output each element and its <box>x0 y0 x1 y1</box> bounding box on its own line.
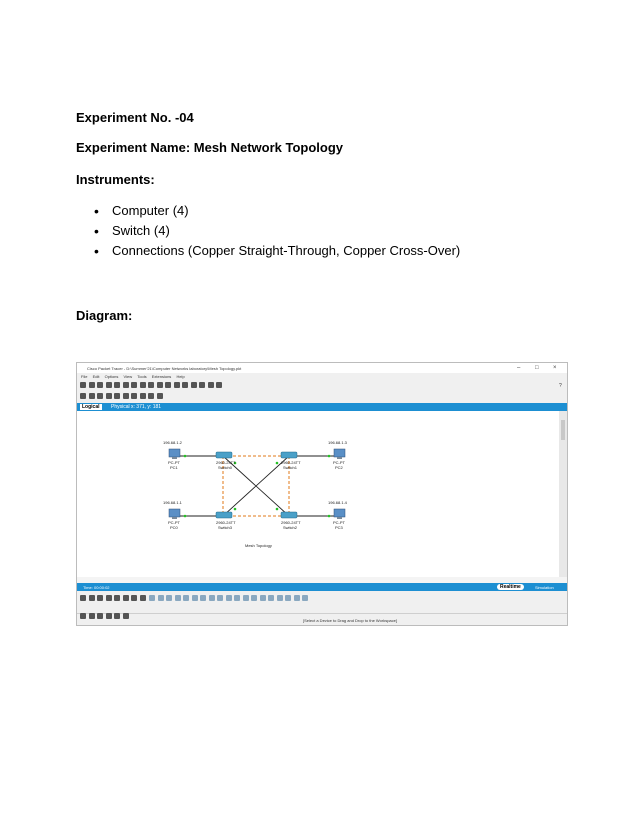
new-file-icon[interactable] <box>80 382 86 388</box>
screenshot-icon[interactable] <box>216 382 222 388</box>
pc3-ip: 196.68.1.4 <box>328 500 347 505</box>
packet-tracer-screenshot <box>76 362 568 626</box>
wireless-icon[interactable] <box>106 595 112 601</box>
switch1-device <box>281 452 301 470</box>
switch-icon[interactable] <box>89 595 95 601</box>
palette-icon[interactable] <box>182 382 188 388</box>
device-model-icon[interactable] <box>166 595 172 601</box>
menu-tools[interactable]: Tools <box>137 374 147 379</box>
help-icon[interactable]: ? <box>559 383 562 389</box>
tools-toolbar <box>80 393 165 401</box>
switch3-model: 2960-24TT <box>216 520 236 525</box>
list-item: • Switch (4) <box>76 221 460 241</box>
divider <box>77 613 567 614</box>
save-icon[interactable] <box>97 382 103 388</box>
printer-icon[interactable] <box>106 613 112 619</box>
network-info-icon[interactable] <box>208 382 214 388</box>
switch1-model: 2960-24TT <box>281 460 301 465</box>
link-light <box>184 455 187 458</box>
time-label: Time: 00:00:02 <box>83 585 110 590</box>
inspect-icon[interactable] <box>89 393 95 399</box>
switch1-name: Switch1 <box>283 465 298 470</box>
maximize-icon[interactable]: □ <box>535 365 539 371</box>
topology-label: Mesh Topology <box>245 543 272 548</box>
drag-drop-hint: [Select a Device to Drag and Drop to the Workspace] <box>303 618 397 623</box>
tab-logical[interactable]: Logical <box>82 404 100 410</box>
experiment-name: Experiment Name: Mesh Network Topology <box>76 140 344 155</box>
pc-icon[interactable] <box>80 613 86 619</box>
link-light <box>276 462 279 465</box>
switch2-model: 2960-24TT <box>281 520 301 525</box>
pc2-ip: 196.68.1.3 <box>328 440 347 445</box>
realtime-button[interactable]: Realtime <box>497 584 524 590</box>
device-model-icon[interactable] <box>158 595 164 601</box>
menu-help[interactable]: Help <box>176 374 185 379</box>
zoom-reset-icon[interactable] <box>165 382 171 388</box>
list-item: • Computer (4) <box>76 201 460 221</box>
device-model-icon[interactable] <box>294 595 300 601</box>
device-category-toolbar <box>80 613 131 620</box>
status-bar <box>77 583 567 591</box>
device-model-icon[interactable] <box>302 595 308 601</box>
workspace-canvas[interactable] <box>77 411 559 577</box>
pc2-model: PC-PT <box>333 460 345 465</box>
resize-icon[interactable] <box>140 393 146 399</box>
link-light <box>234 508 237 511</box>
component-icon[interactable] <box>131 595 137 601</box>
copy-icon[interactable] <box>123 382 129 388</box>
tv-icon[interactable] <box>123 613 129 619</box>
link-light <box>328 455 331 458</box>
laptop-icon[interactable] <box>89 613 95 619</box>
switch0-name: Switch0 <box>218 465 233 470</box>
pc1-ip: 196.68.1.2 <box>163 440 182 445</box>
physical-coords: x: 371, y: 181 <box>131 404 162 410</box>
open-file-icon[interactable] <box>89 382 95 388</box>
end-device-icon[interactable] <box>123 595 129 601</box>
menu-options[interactable]: Options <box>104 374 119 379</box>
zoom-out-icon[interactable] <box>174 382 180 388</box>
pc2-name: PC2 <box>335 465 343 470</box>
pc3-model: PC-PT <box>333 520 345 525</box>
menu-view[interactable]: View <box>123 374 133 379</box>
device-model-icon[interactable] <box>226 595 232 601</box>
menu-file[interactable]: File <box>81 374 88 379</box>
router-icon[interactable] <box>80 595 86 601</box>
main-toolbar <box>80 382 225 390</box>
device-model-icon[interactable] <box>149 595 155 601</box>
device-model-icon[interactable] <box>183 595 189 601</box>
device-model-icon[interactable] <box>243 595 249 601</box>
workspace-mode-bar <box>77 403 567 411</box>
connection-icon[interactable] <box>114 595 120 601</box>
minimize-icon[interactable]: – <box>517 365 521 371</box>
device-model-icon[interactable] <box>200 595 206 601</box>
server-icon[interactable] <box>97 613 103 619</box>
switch3-device <box>216 512 236 530</box>
print-icon[interactable] <box>106 382 112 388</box>
list-item: • Connections (Copper Straight-Through, Copper Cross-Over) <box>76 241 460 261</box>
link-light <box>184 515 187 518</box>
delete-icon[interactable] <box>114 393 120 399</box>
pc1-model: PC-PT <box>168 460 180 465</box>
pc1-device <box>163 440 183 470</box>
wan-emulation-icon[interactable] <box>140 595 146 601</box>
simulation-tab[interactable]: Simulation <box>535 585 554 590</box>
add-pdu-icon[interactable] <box>148 393 154 399</box>
diagram-heading: Diagram: <box>76 308 133 323</box>
draw-shape-icon[interactable] <box>131 393 137 399</box>
device-model-icon[interactable] <box>234 595 240 601</box>
redo-icon[interactable] <box>148 382 154 388</box>
menu-bar <box>77 374 567 381</box>
complex-pdu-icon[interactable] <box>157 393 163 399</box>
pc0-device <box>163 500 183 530</box>
undo-icon[interactable] <box>140 382 146 388</box>
instruments-list <box>76 201 460 261</box>
hub-icon[interactable] <box>97 595 103 601</box>
device-model-icon[interactable] <box>217 595 223 601</box>
device-model-icon[interactable] <box>175 595 181 601</box>
switch3-name: Switch3 <box>218 525 233 530</box>
vertical-scrollbar-thumb[interactable] <box>561 420 565 440</box>
switch0-device <box>216 452 236 470</box>
switch0-model: 2960-24TT <box>216 460 236 465</box>
menu-extensions[interactable]: Extensions <box>151 374 172 379</box>
window-title: Cisco Packet Tracer - D:\Summer'21\Computer Networks laboratory\Mesh Topology.pkt <box>87 366 242 371</box>
experiment-no: Experiment No. -04 <box>76 110 194 125</box>
custom-device-icon[interactable] <box>199 382 205 388</box>
switch2-name: Switch2 <box>283 525 298 530</box>
window-titlebar <box>77 363 567 373</box>
move-layout-icon[interactable] <box>97 393 103 399</box>
menu-edit[interactable]: Edit <box>92 374 100 379</box>
pc0-ip: 196.68.1.1 <box>163 500 182 505</box>
zoom-in-icon[interactable] <box>157 382 163 388</box>
phone-icon[interactable] <box>114 613 120 619</box>
device-model-icon[interactable] <box>260 595 266 601</box>
device-model-icon[interactable] <box>268 595 274 601</box>
topology-diagram <box>77 411 559 577</box>
select-icon[interactable] <box>80 393 86 399</box>
device-model-icon[interactable] <box>285 595 291 601</box>
device-type-toolbar <box>80 595 311 602</box>
pc0-model: PC-PT <box>168 520 180 525</box>
pc2-device <box>328 440 348 470</box>
place-note-icon[interactable] <box>106 393 112 399</box>
pc3-name: PC3 <box>335 525 343 530</box>
device-model-icon[interactable] <box>192 595 198 601</box>
wizard-icon[interactable] <box>114 382 120 388</box>
pc1-name: PC1 <box>170 465 178 470</box>
close-icon[interactable]: × <box>553 365 557 371</box>
switch2-device <box>281 512 301 530</box>
draw-line-icon[interactable] <box>123 393 129 399</box>
paste-icon[interactable] <box>131 382 137 388</box>
device-model-icon[interactable] <box>277 595 283 601</box>
device-model-icon[interactable] <box>209 595 215 601</box>
link-light <box>276 508 279 511</box>
tab-physical[interactable]: Physical x: 371, y: 181 <box>111 404 162 410</box>
device-model-icon[interactable] <box>251 595 257 601</box>
link-light <box>328 515 331 518</box>
device-template-icon[interactable] <box>191 382 197 388</box>
pc0-name: PC0 <box>170 525 178 530</box>
instruments-heading: Instruments: <box>76 172 155 187</box>
pc3-device <box>328 500 348 530</box>
